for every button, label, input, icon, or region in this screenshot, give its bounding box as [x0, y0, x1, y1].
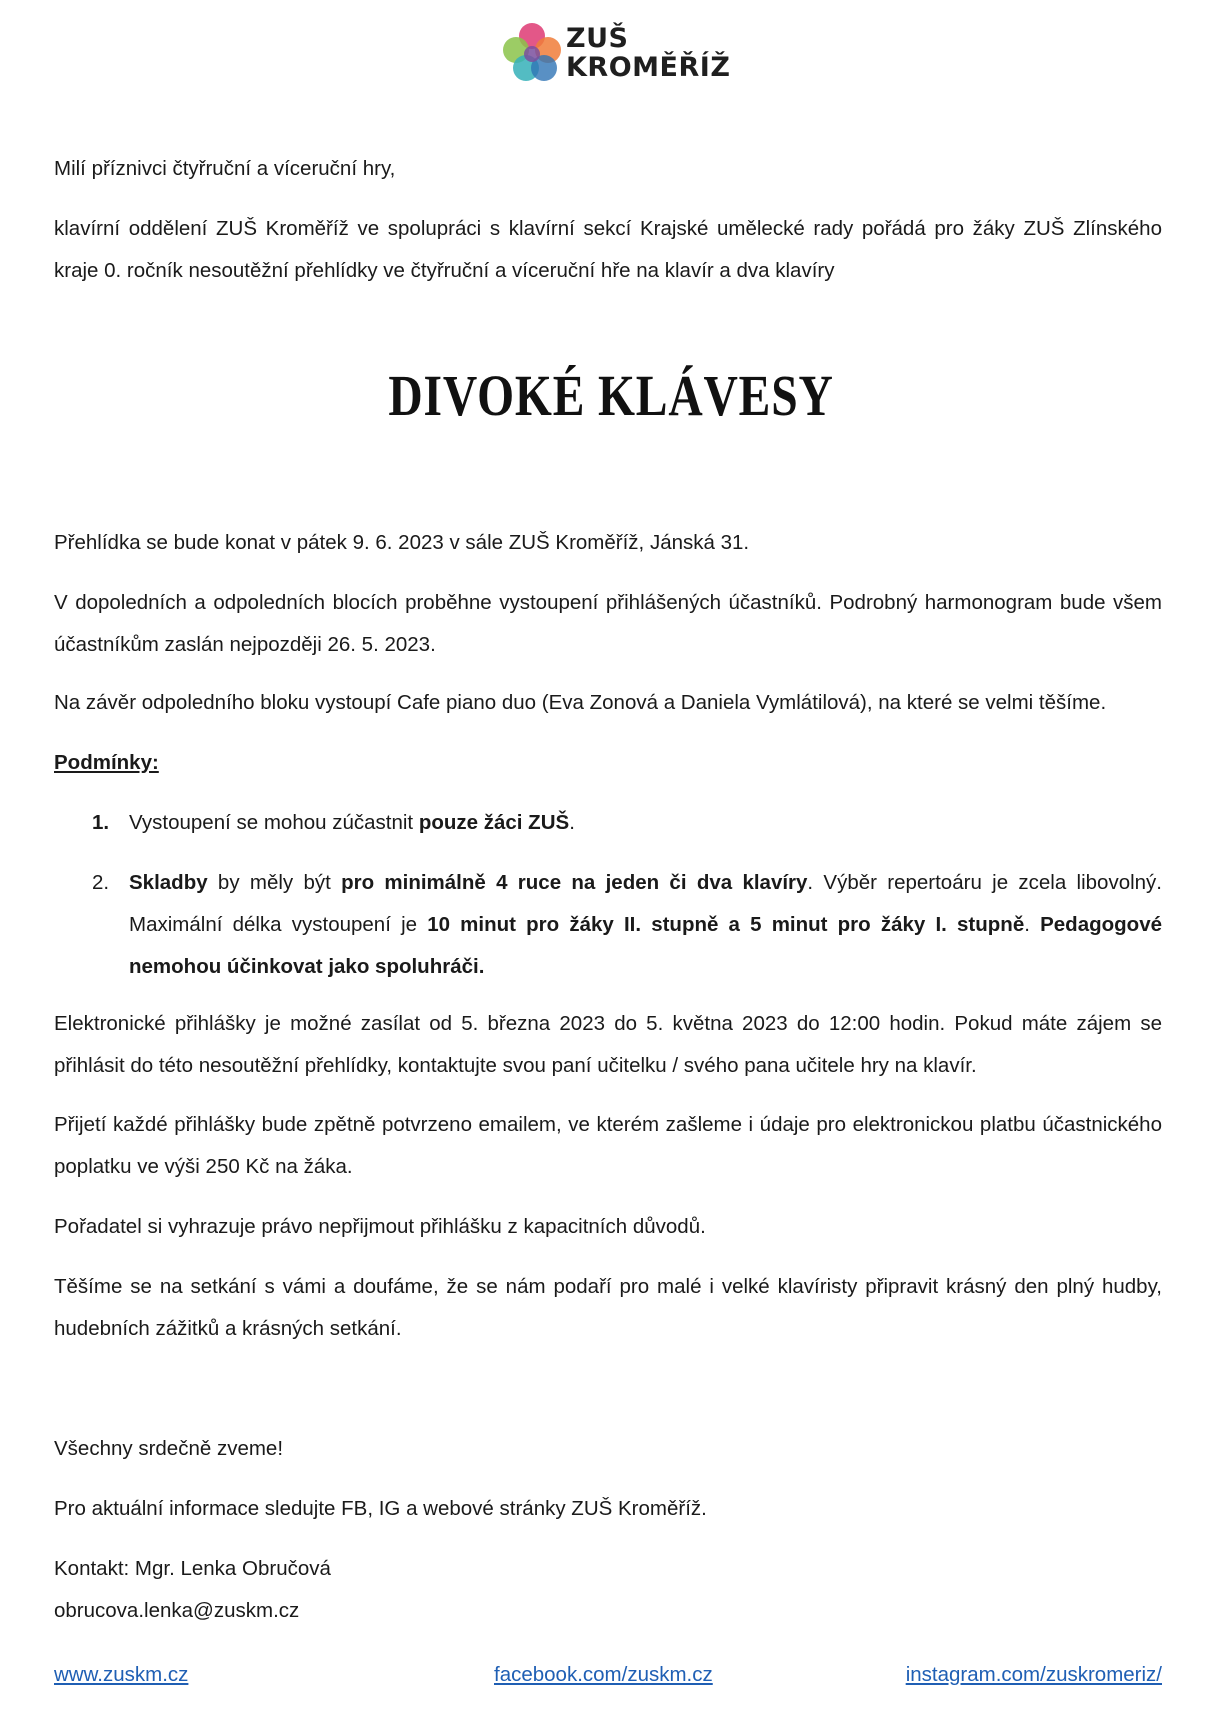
list-item — [54, 862, 1162, 988]
facebook-link[interactable]: facebook.com/zuskm.cz — [494, 1663, 713, 1686]
zus-kromeriz-logo — [500, 20, 731, 92]
website-link[interactable]: www.zuskm.cz — [54, 1663, 189, 1686]
contact-name: Kontakt: Mgr. Lenka Obručová — [54, 1557, 331, 1580]
list-item-text: by měly být — [207, 871, 342, 894]
contact-block — [54, 1548, 1162, 1632]
invite-line: Všechny srdečně zveme! — [54, 1437, 284, 1460]
list-item-text: . — [1024, 913, 1041, 936]
greeting: Milí příznivci čtyřruční a víceruční hry, — [54, 157, 396, 180]
list-item-text: Vystoupení se mohou zúčastnit — [129, 811, 419, 834]
conditions-heading: Podmínky: — [54, 751, 159, 774]
conditions-list — [54, 802, 1162, 988]
list-item-number: 2. — [92, 871, 110, 894]
list-item-bold: Skladby — [129, 871, 208, 894]
application-paragraph: Elektronické přihlášky je možné zasílat od 5. března 2023 do 5. května 2023 do 12:00 hodin. Pokud máte zájem se přihlásit do této nesoutěžní přehlídky, kontaktujte svou paní učitelku / svého pana učitele hry na klavír. — [54, 1012, 1162, 1077]
closing-paragraph: Těšíme se na setkání s vámi a doufáme, že se nám podaří pro malé i velké klavíristy připravit krásný den plný hudby, hudebních zážitků a krásných setkání. — [54, 1275, 1162, 1340]
logo-line-1: ZUŠ — [566, 23, 629, 54]
capacity-paragraph: Pořadatel si vyhrazuje právo nepřijmout přihlášku z kapacitních důvodů. — [54, 1215, 706, 1238]
flower-logo-icon — [500, 22, 564, 86]
date-venue-paragraph: Přehlídka se bude konat v pátek 9. 6. 2023 v sále ZUŠ Kroměříž, Jánská 31. — [54, 531, 750, 554]
contact-email[interactable]: obrucova.lenka@zuskm.cz — [54, 1599, 300, 1622]
list-item-number: 1. — [92, 811, 110, 834]
schedule-paragraph: V dopoledních a odpoledních blocích proběhne vystoupení přihlášených účastníků. Podrobný harmonogram bude všem účastníkům zaslán nejpozději 26. 5. 2023. — [54, 591, 1162, 656]
list-item-bold: Pedagogové nemohou účinkovat jako spoluhráči. — [129, 913, 1162, 978]
guest-performance-paragraph: Na závěr odpoledního bloku vystoupí Cafe piano duo (Eva Zonová a Daniela Vymlátilová), na které se velmi těšíme. — [54, 691, 1107, 714]
list-item-text: . — [569, 811, 575, 834]
instagram-link[interactable]: instagram.com/zuskromeriz/ — [905, 1663, 1162, 1686]
list-item-text: . Výběr repertoáru je zcela libovolný. Maximální délka vystoupení je — [129, 871, 1162, 936]
event-title: DIVOKÉ KLÁVESY — [388, 363, 834, 428]
list-item-bold: pouze žáci ZUŠ — [418, 811, 570, 834]
list-item-bold: 10 minut pro žáky II. stupně a 5 minut pro žáky I. stupně — [427, 913, 1025, 936]
confirmation-paragraph: Přijetí každé přihlášky bude zpětně potvrzeno emailem, ve kterém zašleme i údaje pro elektronickou platbu účastnického poplatku ve výši 250 Kč na žáka. — [54, 1113, 1162, 1178]
info-line: Pro aktuální informace sledujte FB, IG a webové stránky ZUŠ Kroměříž. — [54, 1497, 707, 1520]
list-item-bold: pro minimálně 4 ruce na jeden či dva klavíry — [341, 871, 808, 894]
intro-paragraph: klavírní oddělení ZUŠ Kroměříž ve spolupráci s klavírní sekcí Krajské umělecké rady pořádá pro žáky ZUŠ Zlínského kraje 0. ročník nesoutěžní přehlídky ve čtyřruční a víceruční hře na klavír a dva klavíry — [54, 217, 1162, 282]
list-item — [54, 802, 1162, 844]
logo-wordmark — [566, 24, 730, 82]
logo-line-2: KROMĚŘÍŽ — [566, 52, 731, 83]
